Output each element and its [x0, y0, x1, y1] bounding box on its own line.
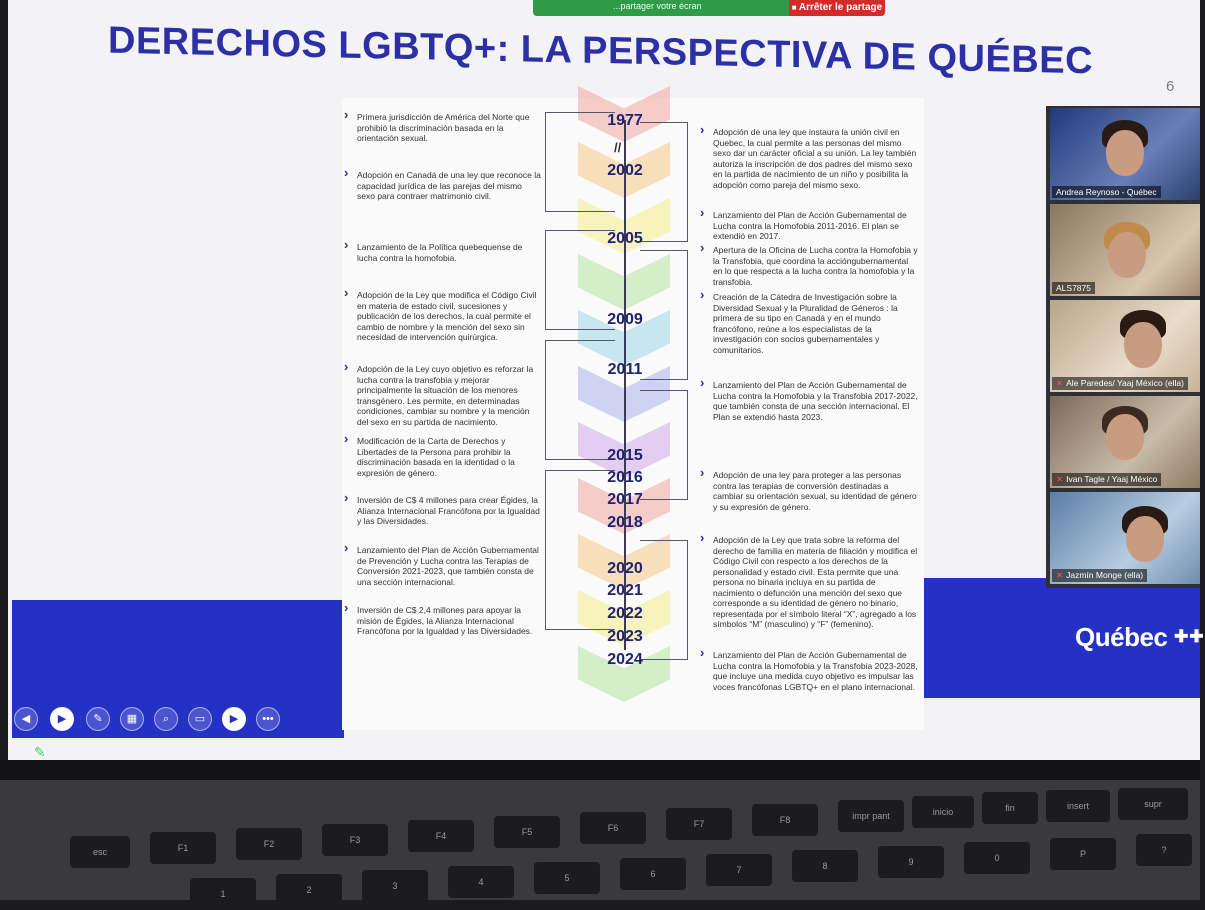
- keyboard-key: F1: [150, 832, 216, 864]
- participant-tile[interactable]: [1050, 300, 1200, 392]
- participant-name: ALS7875: [1052, 282, 1095, 294]
- keyboard-key: 3: [362, 870, 428, 902]
- timeline-event-left: › Lanzamiento del Plan de Acción Gubernamental de Prevención y Lucha contra las Terapias de Conversión 2021-2023, que también consta de una sección internacional.: [357, 545, 542, 587]
- keyboard-key: fin: [982, 792, 1038, 824]
- subtitles-button[interactable]: ▭: [188, 707, 212, 731]
- timeline-event-left: › Adopción de la Ley que modifica el Código Civil en materia de estado civil, sucesiones y publicación de los derechos, la cual permite el cambio de nombre y la mención del sexo sin necesidad de intervención quirúrgica.: [357, 290, 542, 343]
- year-label: 2017: [607, 491, 643, 508]
- year-label: 2016: [607, 469, 643, 486]
- participant-tile[interactable]: [1050, 204, 1200, 296]
- keyboard-key: 4: [448, 866, 514, 898]
- year-label: 2024: [607, 651, 643, 668]
- participant-name: ✕ Ale Paredes/ Yaaj México (ella): [1052, 377, 1188, 390]
- quebec-logo: [1075, 622, 1205, 653]
- participant-name: ✕ Jazmín Monge (ella): [1052, 569, 1147, 582]
- bracket-right: [640, 122, 688, 242]
- camera-button[interactable]: ▶: [222, 707, 246, 731]
- slide-title: DERECHOS LGBTQ+: LA PERSPECTIVA DE QUÉBEC: [108, 19, 1094, 83]
- keyboard-key: 7: [706, 854, 772, 886]
- keyboard-key: F2: [236, 828, 302, 860]
- year-label: 1977: [607, 112, 643, 129]
- timeline-event-left: › Modificación de la Carta de Derechos y Libertades de la Persona para prohibir la discriminación basada en la identidad o la expresión de género.: [357, 436, 542, 478]
- pen-tool-button[interactable]: ✎: [86, 707, 110, 731]
- muted-mic-icon: ✕: [1056, 474, 1064, 484]
- muted-mic-icon: ✕: [1056, 570, 1064, 580]
- keyboard-key: 0: [964, 842, 1030, 874]
- year-label: 2009: [607, 311, 643, 328]
- keyboard-key: ?: [1136, 834, 1192, 866]
- timeline-event-right: › Lanzamiento del Plan de Acción Gubernamental de Lucha contra la Homofobia y la Transfobia 2017-2022, que también consta de una sección internacional. El Plan se extendió hasta 2023.: [713, 380, 918, 422]
- previous-slide-button[interactable]: ◀: [14, 707, 38, 731]
- muted-mic-icon: ✕: [1056, 378, 1064, 388]
- participant-tile[interactable]: [1050, 396, 1200, 488]
- slide-page-number: 6: [1166, 78, 1175, 95]
- zoom-button[interactable]: ⌕: [154, 707, 178, 731]
- timeline-event-left: › Inversión de C$ 4 millones para crear Égides, la Alianza Internacional Francófona por la Igualdad y las Diversidades.: [357, 495, 542, 527]
- year-label: 2002: [607, 162, 643, 179]
- keyboard-key: F6: [580, 812, 646, 844]
- timeline-event-right: › Lanzamiento del Plan de Acción Gubernamental de Lucha contra la Homofobia y la Transfobia 2023-2028, que incluye una medida cuyo objetivo es impulsar las voces francófonas LGBTQ+ en el plano internacional.: [713, 650, 918, 692]
- timeline-event-right: › Lanzamiento del Plan de Acción Gubernamental de Lucha contra la Homofobia 2011-2016. El plan se extendió en 2017.: [713, 210, 918, 242]
- stop-sharing-button[interactable]: ■ Arrêter le partage: [789, 0, 885, 16]
- participant-name: Andrea Reynoso - Québec: [1052, 186, 1161, 198]
- bracket-left: [545, 340, 615, 460]
- keyboard-key: F4: [408, 820, 474, 852]
- timeline-event-right: › Creación de la Cátedra de Investigación sobre la Diversidad Sexual y la Pluralidad de Géneros : la primera de su tipo en Canadá y en el mundo francófono, reúne a los especialistas de la investigación con socios gubernamentales y comunitarios.: [713, 292, 918, 355]
- timeline-event-left: › Primera jurisdicción de América del Norte que prohibió la discriminación basada en la orientación sexual.: [357, 112, 542, 144]
- participant-tile[interactable]: [1050, 492, 1200, 584]
- screen-share-bar: [533, 0, 885, 16]
- timeline-break-mark: //: [614, 140, 622, 155]
- laptop-bezel: [0, 760, 1200, 780]
- year-label: 2018: [607, 514, 643, 531]
- keyboard-key: F8: [752, 804, 818, 836]
- participant-face: [1126, 516, 1164, 562]
- share-owner-text: ...partager votre écran: [613, 1, 702, 11]
- keyboard-key: 6: [620, 858, 686, 890]
- fleur-de-lis-icon: ✚✚: [1174, 627, 1205, 646]
- keyboard-key: insert: [1046, 790, 1110, 822]
- timeline-event-left: › Inversión de C$ 2,4 millones para apoyar la misión de Égides, la Alianza Internacional Francófona por la Igualdad y las Diversidades.: [357, 605, 542, 637]
- year-label: 2015: [607, 447, 643, 464]
- keyboard-key: supr: [1118, 788, 1188, 820]
- keyboard-key: F7: [666, 808, 732, 840]
- year-label: 2020: [607, 560, 643, 577]
- keyboard-key: 9: [878, 846, 944, 878]
- year-label: 2005: [607, 230, 643, 247]
- participant-name: ✕ Ivan Tagle / Yaaj México: [1052, 473, 1161, 486]
- participant-face: [1106, 130, 1144, 176]
- timeline-event-left: › Lanzamiento de la Política quebequense de lucha contra la homofobia.: [357, 242, 542, 263]
- slide-grid-button[interactable]: ▦: [120, 707, 144, 731]
- pencil-icon[interactable]: ✎: [34, 744, 46, 760]
- participant-face: [1124, 322, 1162, 368]
- timeline-event-right: › Adopción de una ley para proteger a las personas contra las terapias de conversión destinadas a cambiar su orientación sexual, su identidad de género y su expresión de género.: [713, 470, 918, 512]
- timeline-event-right: › Adopción de la Ley que trata sobre la reforma del derecho de familia en materia de filiación y modifica el Código Civil con respecto a los derechos de la personalidad y estado civil. Esta permite que una persona no binaria incluya en su partida de nacimiento o defunción una mención del sexo que corresponde a su identidad de género no binario, representada por el símbolo literal “X”, agregado a los símbolos “M” (masculino) y “F” (femenino).: [713, 535, 918, 630]
- laptop-keyboard: [0, 780, 1200, 900]
- keyboard-key: 1: [190, 878, 256, 910]
- next-slide-button[interactable]: ▶: [50, 707, 74, 731]
- keyboard-key: F3: [322, 824, 388, 856]
- year-label: 2021: [607, 582, 643, 599]
- timeline-event-right: › Apertura de la Oficina de Lucha contra la Homofobia y la Transfobia, que coordina la accióngubernamental en lo que respecta a la lucha contra la homofobia y la transfobia.: [713, 245, 918, 287]
- keyboard-key: 8: [792, 850, 858, 882]
- year-label: 2011: [607, 361, 643, 378]
- year-label: 2023: [607, 628, 643, 645]
- participant-face: [1108, 232, 1146, 278]
- keyboard-key: F5: [494, 816, 560, 848]
- keyboard-key: impr pant: [838, 800, 904, 832]
- keyboard-key: esc: [70, 836, 130, 868]
- participant-tile[interactable]: [1050, 108, 1200, 200]
- timeline-event-right: › Adopción de una ley que instaura la unión civil en Quebec, la cual permite a las personas del mismo sexo dar un carácter oficial a su unión. La ley también autoriza la inscripción de dos padres del mismo sexo en la partida de nacimiento de un niño y posibilita la adopción como pareja del mismo sexo.: [713, 127, 918, 190]
- more-options-button[interactable]: •••: [256, 707, 280, 731]
- keyboard-key: 2: [276, 874, 342, 906]
- year-label: 2022: [607, 605, 643, 622]
- participant-video-panel: [1046, 106, 1200, 588]
- timeline-event-left: › Adopción en Canadá de una ley que reconoce la capacidad jurídica de las parejas del mismo sexo para contraer matrimonio civil.: [357, 170, 542, 202]
- timeline-event-left: › Adopción de la Ley cuyo objetivo es reforzar la lucha contra la transfobia y mejorar principalmente la situación de los menores transgénero. Les permite, en determinadas condiciones, cambiar su nombre y la mención del sexo en su partida de nacimiento.: [357, 364, 542, 427]
- keyboard-key: inicio: [912, 796, 974, 828]
- keyboard-key: P: [1050, 838, 1116, 870]
- participant-face: [1106, 414, 1144, 460]
- keyboard-key: 5: [534, 862, 600, 894]
- quebec-logo-text: Québec: [1075, 622, 1168, 652]
